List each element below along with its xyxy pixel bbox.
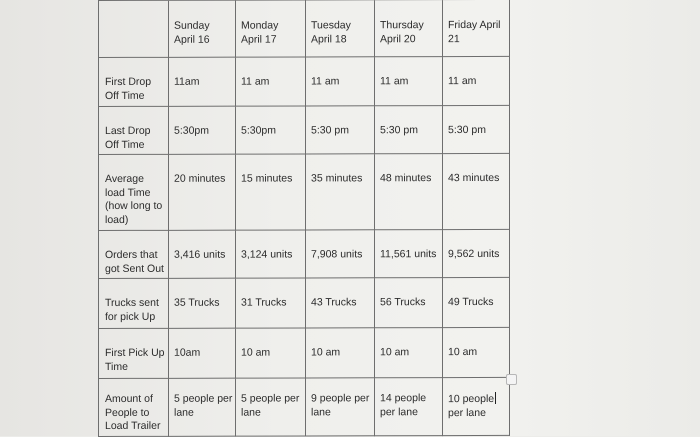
table-cell[interactable]: 11,561 units xyxy=(375,230,443,278)
table-cell[interactable]: 5:30 pm xyxy=(306,106,375,154)
table-cell[interactable]: 9 people per lane xyxy=(306,378,375,436)
header-corner-cell[interactable] xyxy=(99,1,169,58)
table-cell[interactable]: 20 minutes xyxy=(169,155,236,231)
header-cell-monday[interactable]: Monday April 17 xyxy=(236,0,306,57)
table-cell[interactable]: 5:30pm xyxy=(236,106,306,154)
table-cell[interactable]: 5 people per lane xyxy=(236,378,306,436)
row-label-orders-sent[interactable]: Orders that got Sent Out xyxy=(99,231,169,279)
table-cell[interactable]: 10am xyxy=(169,329,236,379)
table-cell[interactable]: 15 minutes xyxy=(236,154,306,230)
table-cell[interactable]: 35 Trucks xyxy=(169,279,236,329)
table-cell[interactable]: 43 minutes xyxy=(443,154,510,230)
table-cell[interactable]: 43 Trucks xyxy=(306,278,375,328)
table-cell[interactable]: 10 am xyxy=(375,328,443,378)
table-cell[interactable]: 11 am xyxy=(443,57,510,106)
table-cell[interactable]: 31 Trucks xyxy=(236,278,306,328)
table-cell[interactable]: 10 am xyxy=(236,328,306,378)
row-label-people-to-load[interactable]: Amount of People to Load Trailer xyxy=(99,379,169,437)
table-cell[interactable]: 11 am xyxy=(236,57,306,106)
table-cell[interactable]: 3,124 units xyxy=(236,230,306,278)
table-cell[interactable]: 35 minutes xyxy=(306,154,375,230)
table-cell[interactable]: 5 people per lane xyxy=(169,379,236,437)
row-label-first-drop-off[interactable]: First Drop Off Time xyxy=(99,58,169,107)
table-cell[interactable]: 14 people per lane xyxy=(375,378,443,436)
header-cell-thursday[interactable]: Thursday April 20 xyxy=(375,0,443,57)
table-cell[interactable]: 7,908 units xyxy=(306,230,375,278)
table-cell[interactable]: 5:30pm xyxy=(169,107,236,155)
schedule-table xyxy=(98,0,510,437)
table-cell[interactable]: 9,562 units xyxy=(443,230,510,278)
table-cell-active[interactable]: 10 people per lane xyxy=(443,378,510,436)
table-cell[interactable]: 11 am xyxy=(306,57,375,106)
row-label-average-load-time[interactable]: Average load Time (how long to load) xyxy=(99,155,169,231)
table-cell[interactable]: 49 Trucks xyxy=(443,278,510,328)
table-cell[interactable]: 56 Trucks xyxy=(375,278,443,328)
table-cell[interactable]: 10 am xyxy=(306,328,375,378)
table-cell[interactable]: 3,416 units xyxy=(169,231,236,279)
text-cursor xyxy=(495,392,496,404)
table-cell[interactable]: 48 minutes xyxy=(375,154,443,230)
cell-resize-handle[interactable] xyxy=(506,374,517,385)
table-cell[interactable]: 10 am xyxy=(443,328,510,378)
header-cell-friday[interactable]: Friday April 21 xyxy=(443,0,510,57)
row-label-trucks-sent[interactable]: Trucks sent for pick Up xyxy=(99,279,169,329)
table-cell[interactable]: 5:30 pm xyxy=(443,106,510,154)
header-cell-sunday[interactable]: Sunday April 16 xyxy=(169,1,236,58)
row-label-last-drop-off[interactable]: Last Drop Off Time xyxy=(99,107,169,155)
table-cell[interactable]: 11am xyxy=(169,58,236,107)
table-cell[interactable]: 5:30 pm xyxy=(375,106,443,154)
row-label-first-pick-up[interactable]: First Pick Up Time xyxy=(99,329,169,379)
table-cell[interactable]: 11 am xyxy=(375,57,443,106)
header-cell-tuesday[interactable]: Tuesday April 18 xyxy=(306,0,375,57)
